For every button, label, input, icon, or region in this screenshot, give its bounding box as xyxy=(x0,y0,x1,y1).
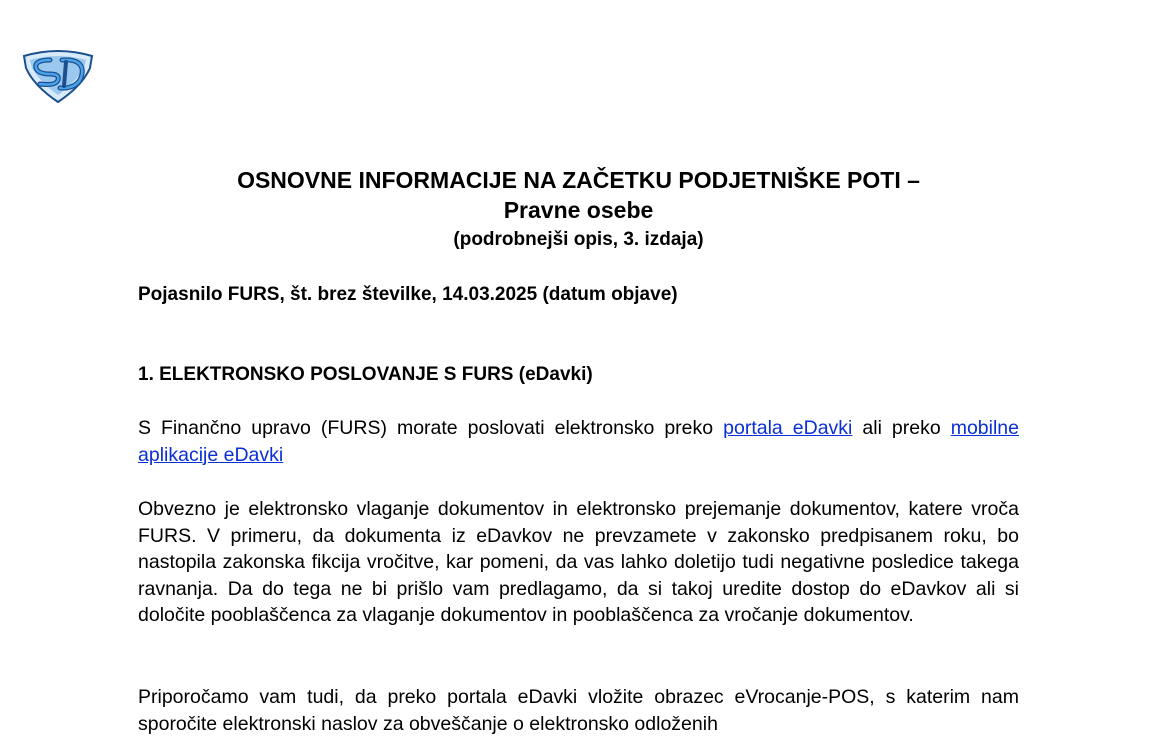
sd-shield-logo-icon xyxy=(20,46,96,104)
paragraph-recommendation: Priporočamo vam tudi, da preko portala eDavki vložite obrazec eVrocanje-POS, s katerim nam sporočite elektronski naslov za obveščanje o elektronsko odloženih xyxy=(138,686,1019,735)
document-subtitle: (podrobnejši opis, 3. izdaja) xyxy=(453,229,704,250)
section-heading: 1. ELEKTRONSKO POSLOVANJE S FURS (eDavki) xyxy=(138,364,593,385)
document-title-line2: Pravne osebe xyxy=(503,197,654,223)
mobile-app-edavki-link[interactable]: mobilne aplikacije eDavki xyxy=(138,417,1019,466)
title-block xyxy=(0,165,1157,253)
paragraph-obligations: Obvezno je elektronsko vlaganje dokumentov in elektronsko prejemanje dokumentov, katere vroča FURS. V primeru, da dokumenta iz eDavkov ne prevzamete v zakonsko predpisanem roku, bo nastopila zakonska fikcija vročitve, kar pomeni, da vas lahko doletijo tudi negativne posledice takega ravnanja. Da do tega ne bi prišlo vam predlagamo, da si takoj uredite dostop do eDavkov ali si določite pooblaščenca za vlaganje dokumentov in pooblaščenca za vročanje dokumentov. xyxy=(138,498,1019,626)
paragraph-text: ali preko xyxy=(852,417,951,439)
portal-edavki-link[interactable]: portala eDavki xyxy=(723,417,853,439)
document-reference: Pojasnilo FURS, št. brez številke, 14.03.2025 (datum objave) xyxy=(138,284,678,305)
document-title: OSNOVNE INFORMACIJE NA ZAČETKU PODJETNIŠKE POTI – xyxy=(237,167,920,193)
paragraph-edavki-intro xyxy=(138,415,1019,468)
paragraph-text: S Finančno upravo (FURS) morate poslovati elektronsko preko xyxy=(138,417,724,439)
